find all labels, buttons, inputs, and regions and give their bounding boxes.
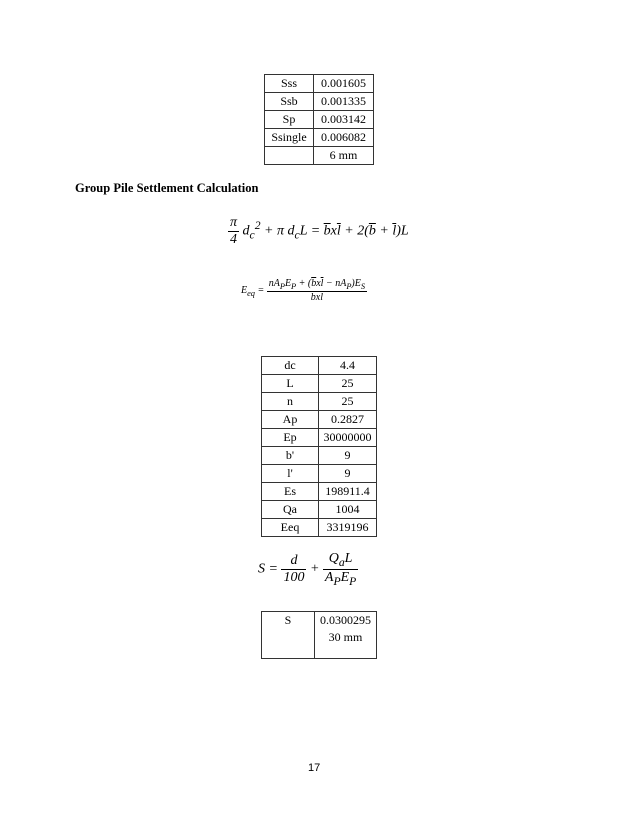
row-label: dc	[262, 357, 319, 375]
settlement-value-mm: 30 mm	[328, 630, 363, 644]
row-label: Ssb	[265, 93, 314, 111]
section-heading: Group Pile Settlement Calculation	[75, 181, 259, 195]
row-value: 6 mm	[314, 147, 374, 165]
table-row	[262, 429, 377, 447]
row-value: 4.4	[319, 357, 377, 375]
table-row	[262, 393, 377, 411]
page-number: 17	[308, 762, 321, 774]
row-value: 1004	[319, 501, 377, 519]
row-value: 25	[319, 393, 377, 411]
settlement-value: 0.0300295	[320, 613, 371, 627]
row-value: 198911.4	[319, 483, 377, 501]
table-row	[265, 75, 374, 93]
row-label: Sss	[265, 75, 314, 93]
row-label: Ep	[262, 429, 319, 447]
row-label: Es	[262, 483, 319, 501]
table-row	[265, 129, 374, 147]
row-value: 30000000	[319, 429, 377, 447]
row-value: 25	[319, 375, 377, 393]
row-label: Ap	[262, 411, 319, 429]
row-label: Eeq	[262, 519, 319, 537]
table-row	[262, 501, 377, 519]
group-pile-parameters-table	[261, 356, 377, 537]
table-row	[265, 147, 374, 165]
table-row	[262, 375, 377, 393]
row-value: 0.006082	[314, 129, 374, 147]
row-value: 0.001335	[314, 93, 374, 111]
row-label: L	[262, 375, 319, 393]
row-value: 3319196	[319, 519, 377, 537]
row-value: 9	[319, 465, 377, 483]
table-row	[262, 483, 377, 501]
row-label: Ssingle	[265, 129, 314, 147]
row-label: n	[262, 393, 319, 411]
settlement-equation: S = $\frac{d}{100}$ + $\frac{Q_aL}{A_PE_P}$	[258, 551, 357, 588]
row-value: 0.003142	[314, 111, 374, 129]
row-value: 9	[319, 447, 377, 465]
table-row	[262, 612, 377, 659]
equivalent-diameter-equation: $\frac{\pi}{4}$ $d_c^2 + \pi$ $d_cL = \overline{b}x\overline{l} + 2(\overline{b} + \overline{l})L$	[230, 215, 409, 247]
row-value: 0.2827	[319, 411, 377, 429]
table-row	[265, 93, 374, 111]
table-row	[262, 357, 377, 375]
table-row	[262, 519, 377, 537]
single-pile-settlement-table	[264, 74, 374, 165]
table-row	[262, 447, 377, 465]
row-label: b'	[262, 447, 319, 465]
row-label: S	[262, 612, 315, 659]
group-settlement-result-table	[261, 611, 377, 659]
table-row	[262, 411, 377, 429]
row-label: Sp	[265, 111, 314, 129]
table-row	[262, 465, 377, 483]
row-label	[265, 147, 314, 165]
table-row	[265, 111, 374, 129]
row-value	[315, 612, 377, 659]
row-label: Qa	[262, 501, 319, 519]
equivalent-modulus-equation: $E_{eq}$ = $\frac{nA_PE_P + (\overline{b}x\overline{l} - nA_P)E_S}{\overline{b}x\overline{l}}$	[241, 278, 366, 303]
row-value: 0.001605	[314, 75, 374, 93]
row-label: l'	[262, 465, 319, 483]
